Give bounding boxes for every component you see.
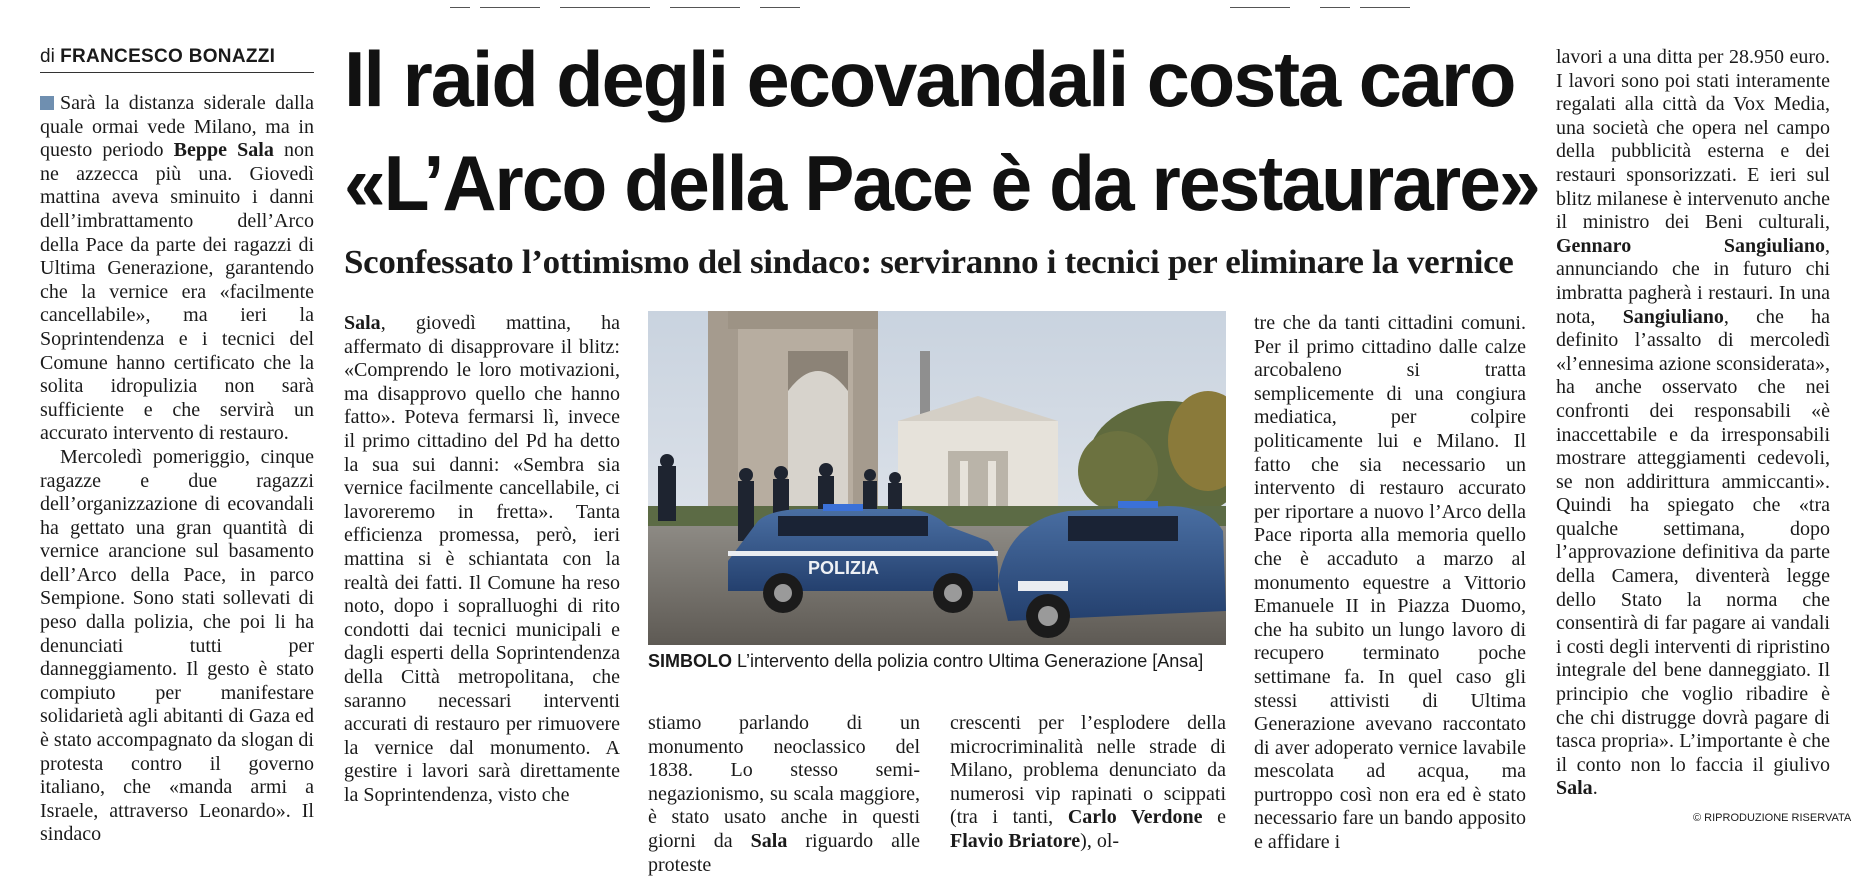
top-cut-text-strip (0, 0, 1866, 8)
byline-prefix: di (40, 46, 55, 67)
paragraph-marker-square-icon (40, 96, 54, 110)
caption-text: L’intervento della polizia contro Ultima Generazione [Ansa] (737, 651, 1204, 671)
car-text-polizia: POLIZIA (808, 558, 879, 578)
copyright-notice: © RIPRODUZIONE RISERVATA (1693, 812, 1852, 824)
byline-author: FRANCESCO BONAZZI (60, 46, 276, 67)
column-2 (344, 312, 620, 807)
caption-label: SIMBOLO (648, 651, 732, 671)
headline-line-2: «L’Arco della Pace è da restaurare» (344, 139, 1539, 227)
column-5 (1254, 312, 1526, 855)
cut-text-glyphs (0, 7, 1866, 8)
col1-paragraph-1: Sarà la distanza siderale dalla quale ormai vede Milano, ma in questo periodo Beppe Sala non ne azzecca più una. Giovedì mattina aveva sminuito i danni dell’imbrattamento dell’Arco della Pace da parte dei ragazzi di Ultima Generazione, garantendo che la vernice era «facilmente cancellabile», ma ieri la Soprintendenza e i tecnici del Comune hanno certificato che la solita idropulizia non sarà sufficiente e che servirà un accurato intervento di restauro. (40, 92, 314, 445)
col6-paragraph: lavori a una ditta per 28.950 euro. I lavori sono poi stati interamente regalati alla città da Vox Media, una società che opera nel campo della pubblicità esterna e dei restauri sponsorizzati. E ieri sul blitz milanese è intervenuto anche il ministro dei Beni culturali, Gennaro Sangiuliano, annunciando che in futuro chi imbratta pagherà i restauri. In una nota, Sangiuliano, che ha definito l’assalto di mercoledì «l’ennesima azione sconsiderata», ha anche osservato che nei confronti dei responsabili «è inaccettabile e da irresponsabili mostrare atteggiamenti cedevoli, se non addirittura ammiccanti». Quindi ha spiegato che «tra qualche settimana, dopo l’approvazione definitiva da parte della Camera, diventerà legge dello Stato la norma che consentirà di far pagare ai vandali i costi degli interventi di ripristino integrale del bene danneggiato. Il principio che voglio ribadire è che chi distrugge dovrà pagare di tasca propria». L’importante è che il conto non lo faccia il giulivo Sala. (1556, 46, 1830, 800)
col3-paragraph: stiamo parlando di un monumento neoclassico del 1838. Lo stesso semi-negazionismo, su scala maggiore, è stato usato anche in questi giorni da Sala riguardo alle proteste (648, 712, 920, 876)
column-4 (950, 712, 1226, 854)
column-3 (648, 712, 920, 877)
col5-paragraph: tre che da tanti cittadini comuni. Per il primo cittadino dalle calze arcobaleno si tratta semplicemente di una congiura mediatica, per colpire politicamente lui e Milano. Il fatto che sia necessario un intervento di restauro accurato per riportare a nuovo l’Arco della Pace riporta alla memoria quello che è accaduto a marzo al monumento equestre a Vittorio Emanuele II in Piazza Duomo, che ha subito un lungo lavoro di recupero terminato poche settimane fa. In quel caso gli stessi attivisti di Ultima Generazione avevano raccontato di aver adoperato vernice lavabile mescolata ad acqua, ma purtroppo così non era ed è stato necessario fare un bando apposito e affidare i (1254, 312, 1526, 854)
subheadline: Sconfessato l’ottimismo del sindaco: serviranno i tecnici per eliminare la vernice (344, 244, 1514, 281)
column-6 (1556, 46, 1830, 801)
column-1 (40, 92, 314, 847)
col2-paragraph: Sala, giovedì mattina, ha affermato di disapprovare il blitz: «Comprendo le loro motivazioni, ma disapprovo quello che hanno fatto». Poteva fermarsi lì, invece il primo cittadino del Pd ha detto la sua sui danni: «Sembra sia vernice facilmente cancellabile, ci lavoreremo in fretta». Tanta efficienza promessa, però, ieri mattina si è schiantata con la realtà dei fatti. Il Comune ha reso noto, dopo i sopralluoghi di rito condotti dai tecnici municipali e dagli esperti della Soprintendenza della Città metropolitana, che saranno necessari interventi accurati di restauro per rimuovere la vernice dal monumento. A gestire i lavori sarà direttamente la Soprintendenza, visto che (344, 312, 620, 806)
byline (40, 46, 314, 73)
article-photo (648, 311, 1226, 645)
photo-caption (648, 651, 1228, 672)
col4-paragraph: crescenti per l’esplodere della microcriminalità nelle strade di Milano, problema denunciato da numerosi vip rapinati o scippati (tra i tanti, Carlo Verdone e Flavio Briatore), ol- (950, 712, 1226, 852)
police-arco-photo (648, 311, 1226, 645)
headline-line-1: Il raid degli ecovandali costa caro (344, 35, 1515, 123)
col1-paragraph-2: Mercoledì pomeriggio, cinque ragazze e due ragazzi dell’organizzazione di ecovandali ha gettato una gran quantità di vernice arancione sul basamento dell’Arco della Pace, in parco Sempione. Sono stati sollevati di peso dalla polizia, che poi li ha denunciati tutti per danneggiamento. Il gesto è stato compiuto per manifestare solidarietà agli abitanti di Gaza ed è stato accompagnato da slogan di protesta contro il governo italiano, che «manda armi a Israele, attraverso Leonardo». Il sindaco (40, 445, 314, 846)
